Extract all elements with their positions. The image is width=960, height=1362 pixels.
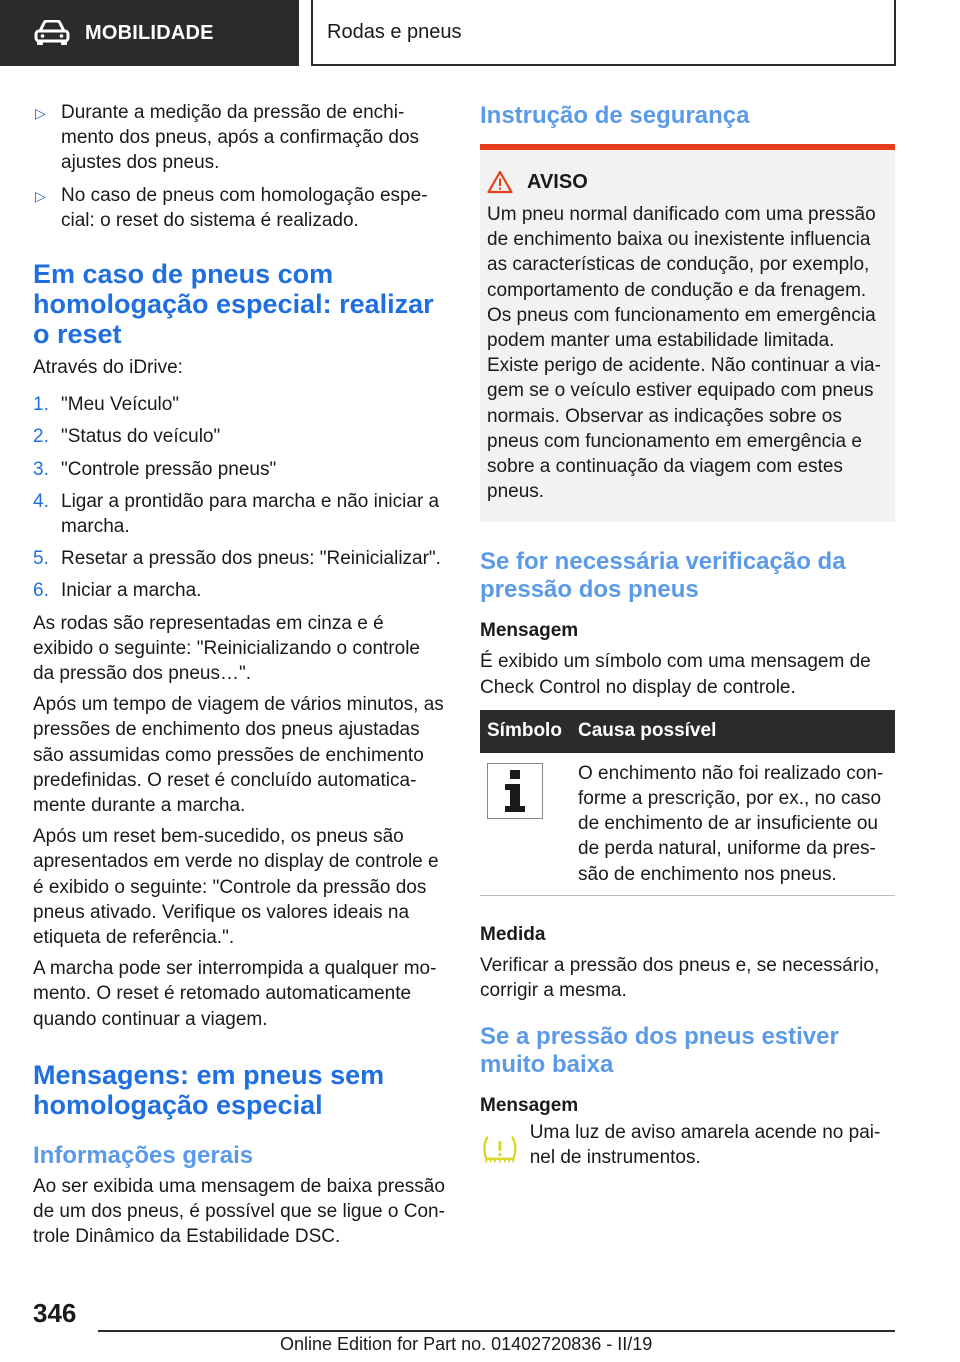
step-text: "Controle pressão pneus"	[61, 458, 277, 480]
car-icon	[34, 20, 70, 46]
message-label: Mensagem	[480, 620, 579, 642]
warning-triangle-icon	[487, 170, 513, 194]
message-text: Uma luz de aviso amarela acende no painel de instrumentos.	[529, 1122, 881, 1169]
step-text: "Status do veículo"	[61, 426, 221, 448]
cause-cell: O enchimento não foi realizado conforme a prescrição, por ex., no caso de enchimento de ar insuficiente ou de perda natural, uniforme da pressão de enchimento nos pneus.	[571, 753, 895, 896]
measure-label: Medida	[480, 923, 546, 945]
table-row	[480, 753, 895, 896]
step-number: 3.	[33, 458, 49, 480]
tpms-warning-icon	[480, 1128, 520, 1174]
bullet-text: Durante a medição da pressão de enchimento dos pneus, após a confirmação dos ajustes dos pneus.	[61, 102, 420, 174]
step-item	[33, 489, 445, 539]
warning-header	[487, 170, 888, 194]
info-icon	[487, 763, 543, 819]
step-text: Iniciar a marcha.	[61, 580, 202, 602]
step-text: Ligar a prontidão para marcha e não iniciar a marcha.	[61, 490, 440, 538]
heading-messages: Mensagens: em pneus sem homologação especial	[33, 1059, 385, 1120]
section-tab	[0, 0, 299, 66]
left-column	[33, 100, 445, 1256]
step-text: "Meu Veículo"	[61, 394, 180, 416]
step-number: 4.	[33, 490, 49, 512]
section-title: MOBILIDADE	[85, 21, 214, 44]
table-header-row	[480, 710, 895, 753]
symbol-cell	[480, 753, 571, 896]
chapter-tab	[311, 0, 896, 66]
step-number: 5.	[33, 548, 49, 570]
column-header-symbol: Símbolo	[480, 710, 571, 753]
bullet-triangle-icon: ▷	[35, 105, 46, 121]
warning-text: Um pneu normal danificado com uma pressão de enchimento baixa ou inexistente influencia as características de condução, por exemplo, comportamento de condução e da frenagem. Os pneus com funcionamento em emergência podem manter uma estabilidade limitada. Existe perigo de acidente. Não continuar a viagem se o veículo estiver equipado com pneus normais. Observar as indicações sobre os pneus com funcionamento em emergência e sobre a continuação da viagem com estes pneus.	[487, 204, 881, 503]
paragraph: A marcha pode ser interrompida a qualquer momento. O reset é retomado automaticamente quando continuar a viagem.	[33, 958, 437, 1030]
via-idrive-text: Através do iDrive:	[33, 357, 183, 379]
step-item	[33, 578, 445, 603]
bullet-text: No caso de pneus com homologação especial: o reset do sistema é realizado.	[61, 184, 428, 231]
step-item	[33, 392, 445, 417]
step-text: Resetar a pressão dos pneus: "Reinicializar".	[61, 548, 441, 570]
paragraph: Após um tempo de viagem de vários minutos, as pressões de enchimento dos pneus ajustadas são assumidas como pressões de enchimento predefinidas. O reset é concluído automaticamente durante a marcha.	[33, 694, 444, 817]
paragraph: Após um reset bem-sucedido, os pneus são apresentados em verde no display de controle e é exibido o seguinte: "Controle da pressão dos pneus ativado. Verifique os valores ideais na etiqueta de referência.".	[33, 826, 439, 949]
column-header-cause: Causa possível	[571, 710, 895, 753]
bullet-item	[33, 183, 445, 233]
warning-box	[480, 144, 895, 522]
bullet-item	[33, 100, 445, 176]
paragraph: Ao ser exibida uma mensagem de baixa pressão de um dos pneus, é possível que se ligue o Controle Dinâmico da Estabilidade DSC.	[33, 1175, 445, 1248]
heading-safety: Instrução de segurança	[480, 102, 750, 129]
chapter-title: Rodas e pneus	[327, 20, 462, 43]
right-column	[480, 100, 895, 1177]
step-number: 2.	[33, 426, 49, 448]
message-text: É exibido um símbolo com uma mensagem de Check Control no display de controle.	[480, 651, 871, 698]
message-label: Mensagem	[480, 1095, 579, 1117]
heading-low-pressure: Se a pressão dos pneus estiver muito baixa	[480, 1023, 839, 1079]
bullet-triangle-icon: ▷	[35, 187, 46, 204]
warning-label: AVISO	[527, 170, 588, 193]
step-item	[33, 546, 445, 571]
step-item	[33, 457, 445, 482]
edition-text: Online Edition for Part no. 01402720836 - II/19	[280, 1334, 653, 1354]
measure-text: Verificar a pressão dos pneus e, se necessário, corrigir a mesma.	[480, 954, 880, 1002]
step-item	[33, 424, 445, 449]
step-number: 1.	[33, 394, 49, 416]
page-header	[0, 0, 960, 66]
paragraph: As rodas são representadas em cinza e é exibido o seguinte: "Reinicializando o controle da pressão dos pneus…".	[33, 612, 420, 685]
heading-reset: Em caso de pneus com homologação especial: realizar o reset	[33, 259, 434, 350]
footer-divider	[98, 1330, 895, 1332]
symbol-table	[480, 710, 895, 896]
step-number: 6.	[33, 580, 49, 602]
heading-check-pressure: Se for necessária verificação da pressão dos pneus	[480, 548, 846, 604]
heading-general-info: Informações gerais	[33, 1141, 254, 1169]
page-number: 346	[33, 1298, 77, 1328]
tpms-message	[480, 1124, 895, 1176]
